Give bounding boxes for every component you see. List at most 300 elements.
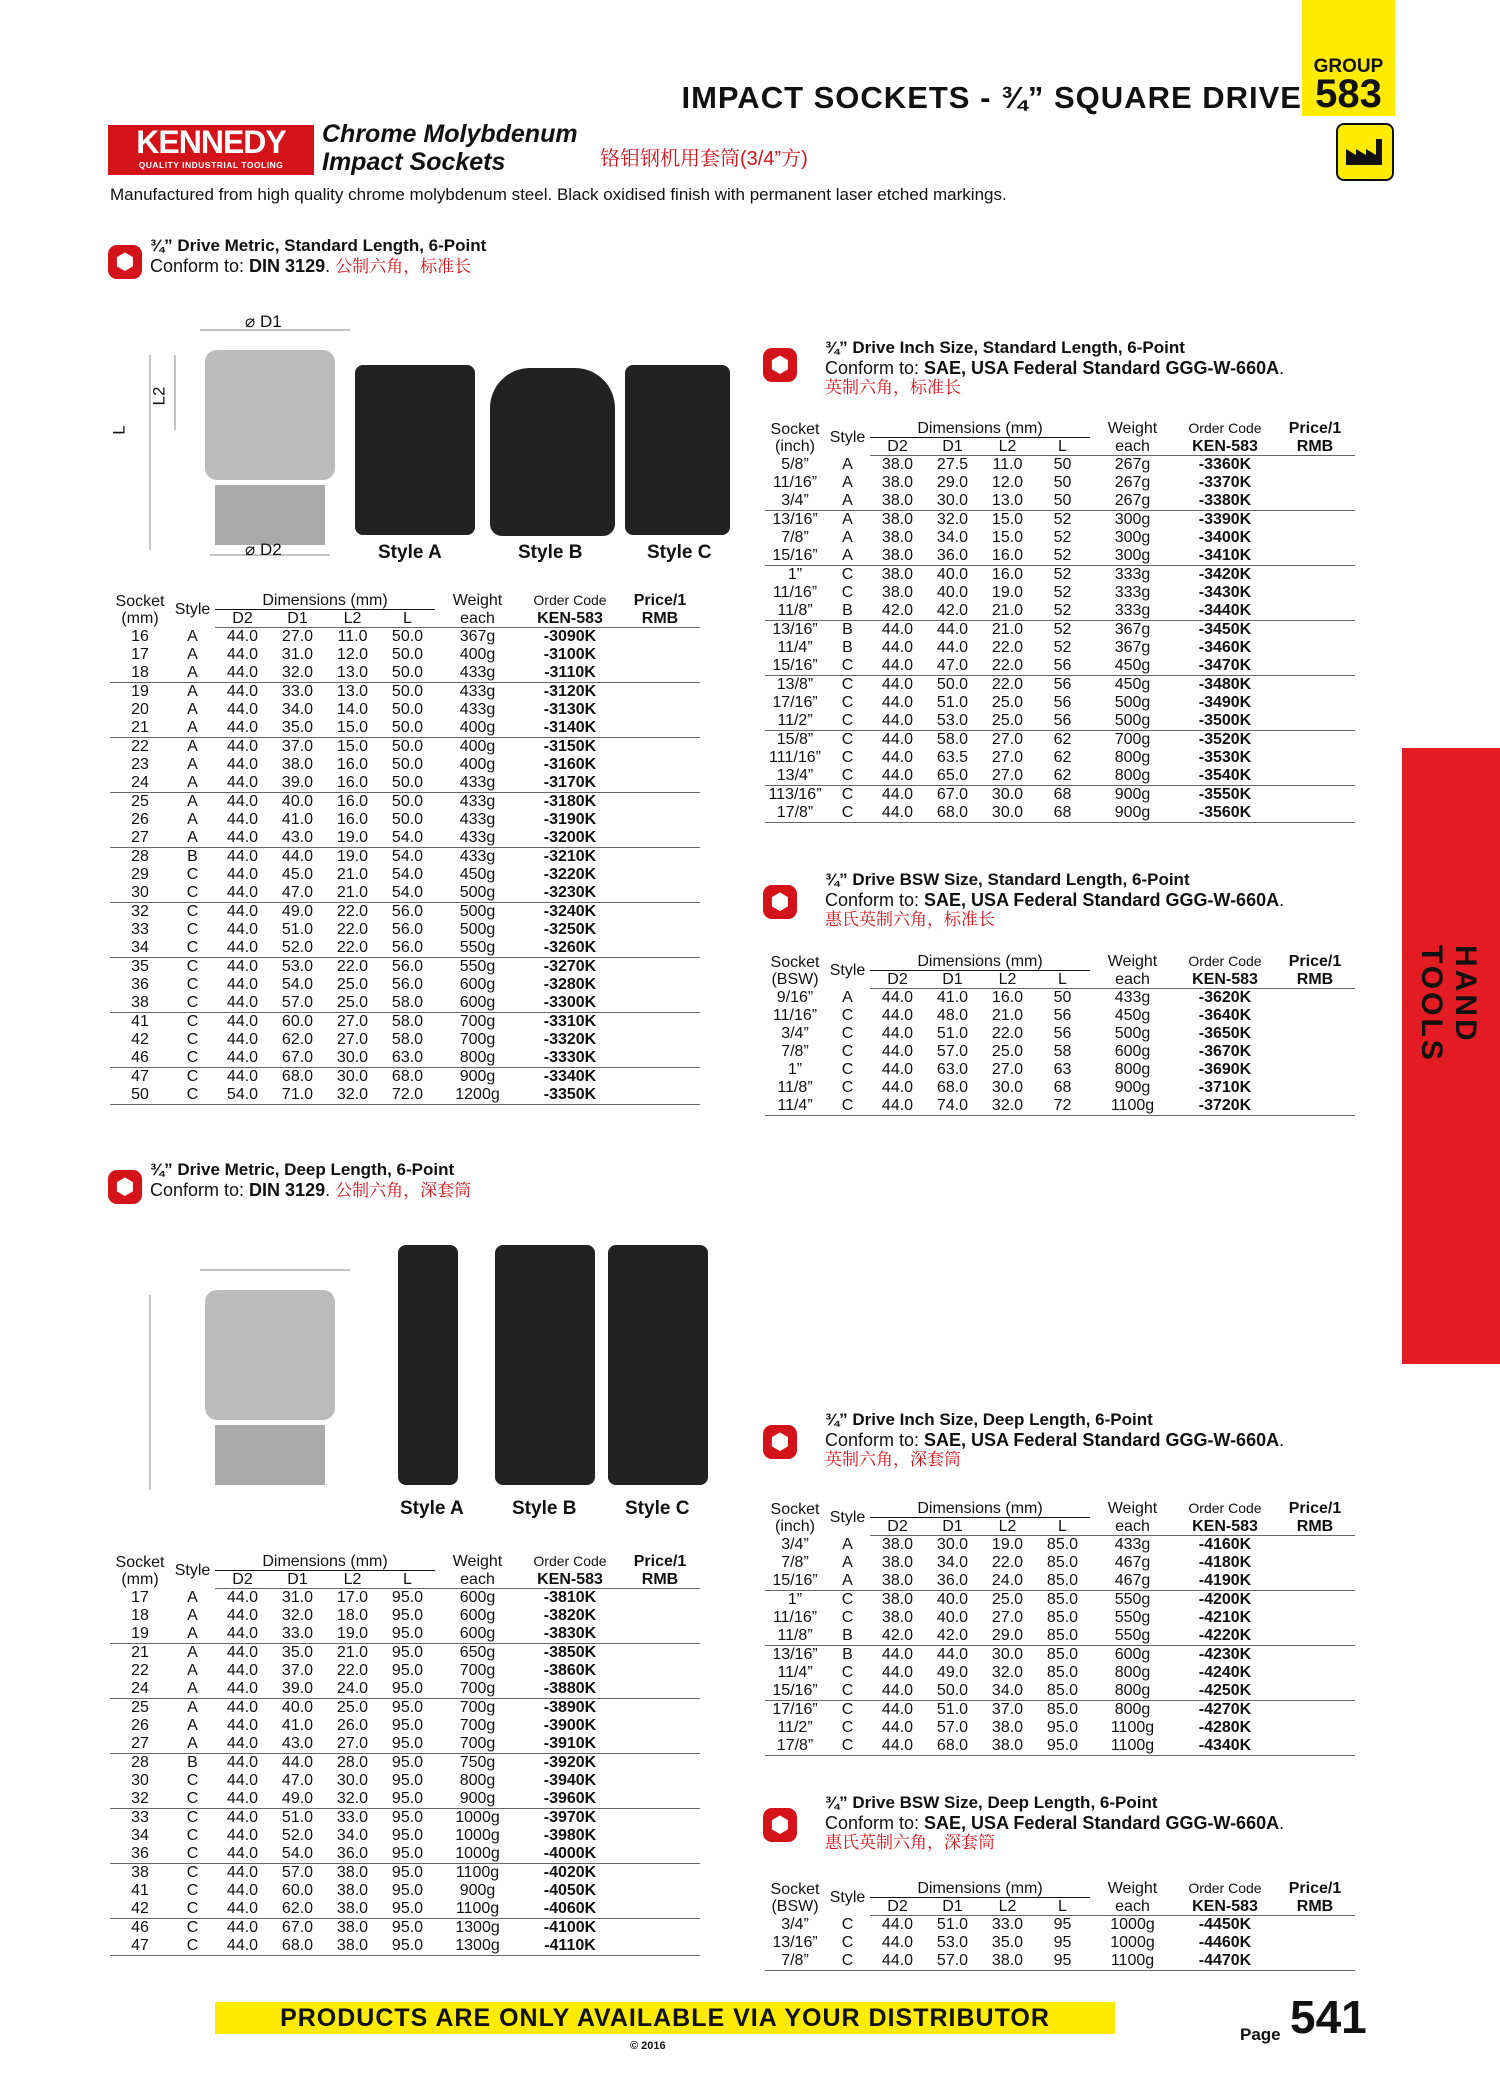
d1: 68.0 (936, 1079, 969, 1096)
weight: 1100g (1110, 1719, 1155, 1736)
l2: 19.0 (325, 829, 380, 848)
socket-size: 32 (131, 903, 149, 920)
d2: 44.0 (226, 1644, 259, 1661)
hex-icon: ⬢ (770, 1812, 790, 1837)
weight: 500g (435, 884, 520, 903)
socket-size: 28 (131, 848, 149, 865)
table-row (110, 1754, 700, 1773)
d1: 44.0 (281, 1754, 314, 1771)
style: C (186, 866, 199, 883)
d2: 44.0 (881, 1664, 914, 1681)
d1: 71.0 (270, 1086, 325, 1105)
l2: 21.0 (336, 1644, 369, 1661)
l: 52 (1053, 621, 1072, 638)
d2: 44.0 (881, 1007, 914, 1024)
socket-photo-style-c (625, 365, 730, 535)
socket-size: 32 (110, 1790, 170, 1809)
price (1275, 1079, 1355, 1097)
socket-size: 9/16” (776, 988, 814, 1006)
socket-size: 13/16” (772, 1934, 818, 1951)
d2: 44.0 (226, 811, 259, 828)
style: C (186, 1882, 199, 1899)
order-code: -3340K (543, 1068, 597, 1085)
table-row (765, 1737, 1355, 1756)
style: A (187, 1588, 198, 1606)
page-title: IMPACT SOCKETS - ¾” SQUARE DRIVE (681, 80, 1302, 115)
l2: 27.0 (336, 1031, 369, 1048)
order-code: -4230K (1198, 1646, 1252, 1663)
table-row (765, 694, 1355, 712)
drive-badge-icon (108, 245, 142, 279)
d2: 44.0 (881, 1934, 914, 1951)
price (1275, 676, 1355, 695)
col-l: L (380, 1571, 435, 1589)
order-code: -3500K (1175, 712, 1275, 731)
l: 72 (1035, 1097, 1090, 1116)
table-row (765, 1572, 1355, 1591)
price (1275, 657, 1355, 676)
price (620, 683, 700, 702)
col-l: L (1035, 1518, 1090, 1536)
l2: 27.0 (325, 1735, 380, 1754)
l: 95.0 (380, 1625, 435, 1644)
table-row (110, 811, 700, 829)
l2: 15.0 (336, 738, 369, 755)
l2: 13.0 (336, 683, 369, 700)
price (620, 1717, 700, 1735)
l2: 27.0 (991, 1061, 1024, 1078)
weight: 700g (435, 1735, 520, 1754)
l: 58 (1053, 1043, 1072, 1060)
style: B (825, 602, 870, 621)
col-d2: D2 (870, 1898, 925, 1916)
style: A (187, 701, 198, 718)
d2: 44.0 (226, 756, 259, 773)
table-row (765, 639, 1355, 657)
l2: 27.0 (991, 749, 1024, 766)
style: C (825, 657, 870, 676)
table-row (765, 547, 1355, 566)
order-code: -4200K (1198, 1591, 1252, 1608)
d2: 44.0 (881, 1061, 914, 1078)
weight: 450g (459, 866, 496, 883)
d1: 68.0 (925, 1737, 980, 1756)
d1: 36.0 (925, 547, 980, 566)
style: C (841, 731, 854, 748)
weight: 800g (1114, 1664, 1151, 1681)
style: C (825, 1737, 870, 1756)
l: 95.0 (1046, 1719, 1079, 1736)
l2: 33.0 (991, 1916, 1024, 1933)
section-title: ¾” Drive Inch Size, Standard Length, 6-Point (825, 338, 1185, 357)
price (620, 994, 700, 1013)
table-row (110, 1809, 700, 1828)
price (1275, 749, 1355, 767)
order-code: -3690K (1198, 1061, 1252, 1078)
price (620, 1699, 700, 1718)
side-tab-label: HAND TOOLS (1415, 945, 1482, 1063)
order-code: -3550K (1198, 786, 1252, 803)
order-code: -3090K (543, 628, 597, 645)
hex-icon: ⬢ (770, 889, 790, 914)
d2: 44.0 (226, 976, 259, 993)
d1: 36.0 (925, 1572, 980, 1591)
socket-diagram-standard (120, 310, 350, 575)
order-code: -3380K (1175, 492, 1275, 511)
d2: 44.0 (226, 793, 259, 810)
col-l2: L2 (980, 971, 1035, 989)
order-code: -3220K (543, 866, 597, 883)
table-row (765, 474, 1355, 492)
l2: 21.0 (991, 1007, 1024, 1024)
l: 85.0 (1046, 1591, 1079, 1608)
col-order-ken: KEN-583 (1175, 438, 1275, 456)
price (620, 1882, 700, 1900)
weight: 900g (1114, 1079, 1151, 1096)
col-price-rmb: RMB (620, 610, 700, 628)
style: C (186, 1013, 199, 1030)
price (1275, 492, 1355, 511)
l2: 30.0 (991, 786, 1024, 803)
weight: 333g (1114, 566, 1151, 583)
l: 95.0 (391, 1699, 424, 1716)
dim-d2-label: ⌀ D2 (245, 540, 282, 559)
weight: 267g (1114, 474, 1151, 491)
socket-size: 7/8” (781, 1043, 809, 1060)
socket-size: 18 (131, 1607, 149, 1624)
socket-size: 15/16” (765, 547, 825, 566)
socket-size: 21 (131, 1644, 149, 1661)
weight: 1200g (435, 1086, 520, 1105)
d1: 41.0 (281, 1717, 314, 1734)
order-code: -3650K (1198, 1025, 1252, 1042)
order-code: -3910K (520, 1735, 620, 1754)
d2: 44.0 (870, 767, 925, 786)
style: C (841, 676, 854, 693)
table-row (765, 1025, 1355, 1043)
socket-size: 15/8” (776, 731, 814, 748)
l: 63.0 (380, 1049, 435, 1068)
d1: 43.0 (270, 829, 325, 848)
col-l2: L2 (325, 610, 380, 628)
table-row (110, 1680, 700, 1699)
d1: 60.0 (281, 1882, 314, 1899)
hex-icon: ⬢ (115, 1174, 135, 1199)
style: C (841, 1609, 854, 1626)
style: A (170, 774, 215, 793)
section-cn: 英制六角，深套筒 (825, 1450, 961, 1469)
l: 56.0 (391, 976, 424, 993)
l2: 30.0 (991, 1646, 1024, 1663)
socket-size: 15/16” (765, 657, 825, 676)
d2: 44.0 (226, 1772, 259, 1789)
order-code: -3890K (543, 1699, 597, 1716)
d2: 44.0 (215, 1680, 270, 1699)
socket-size: 17/8” (765, 804, 825, 823)
l2: 14.0 (336, 701, 369, 718)
d1: 49.0 (281, 903, 314, 920)
d2: 44.0 (881, 639, 914, 656)
style: C (841, 566, 854, 583)
d2: 38.0 (881, 529, 914, 546)
socket-size: 11/8” (777, 1079, 813, 1096)
order-code: -3420K (1198, 566, 1252, 583)
order-code: -3560K (1175, 804, 1275, 823)
l: 50.0 (380, 719, 435, 738)
weight: 1000g (455, 1827, 500, 1844)
d2: 44.0 (215, 664, 270, 683)
l: 58.0 (391, 1013, 424, 1030)
d2: 44.0 (226, 1031, 259, 1048)
col-socket: Socket (mm) (115, 592, 165, 627)
style-c-label: Style C (647, 542, 712, 563)
socket-size: 46 (110, 1049, 170, 1068)
l: 50.0 (391, 811, 424, 828)
drive-badge-icon (763, 885, 797, 919)
l2: 34.0 (336, 1827, 369, 1844)
socket-size: 16 (131, 627, 149, 645)
header-row (765, 1500, 1355, 1518)
table-row (765, 492, 1355, 511)
weight: 900g (459, 1068, 496, 1085)
order-code: -4460K (1198, 1934, 1252, 1951)
order-code: -3520K (1198, 731, 1252, 748)
d2: 44.0 (215, 1049, 270, 1068)
d1: 57.0 (925, 1952, 980, 1971)
l2: 15.0 (991, 529, 1024, 546)
style: C (825, 767, 870, 786)
weight: 433g (459, 811, 496, 828)
l: 95.0 (391, 1607, 424, 1624)
socket-size: 5/8” (781, 455, 809, 473)
style-c-label: Style C (625, 1498, 690, 1519)
section-conform: Conform to: SAE, USA Federal Standard GGG-W-660A. (825, 1813, 1285, 1833)
socket-size: 38 (131, 1864, 149, 1881)
d2: 44.0 (870, 1097, 925, 1116)
d2: 44.0 (226, 1827, 259, 1844)
section-title: ¾” Drive BSW Size, Standard Length, 6-Point (825, 870, 1190, 889)
spec-table (110, 592, 700, 1105)
order-code: -4000K (520, 1845, 620, 1864)
dim-l-label: L (109, 425, 129, 435)
style: A (842, 1554, 853, 1571)
d1: 43.0 (270, 1735, 325, 1754)
d1: 47.0 (270, 884, 325, 903)
col-socket: Socket (mm) (115, 1553, 165, 1588)
l: 95 (1053, 1916, 1072, 1933)
price (1275, 511, 1355, 530)
col-socket: Socket (BSW) (770, 953, 820, 988)
weight: 367g (1114, 639, 1151, 656)
table-row (110, 664, 700, 683)
l2: 15.0 (991, 511, 1024, 528)
price (1275, 1664, 1355, 1682)
l2: 38.0 (336, 1919, 369, 1936)
l2: 16.0 (980, 547, 1035, 566)
d2: 44.0 (870, 1737, 925, 1756)
d1: 65.0 (925, 767, 980, 786)
style: C (170, 1086, 215, 1105)
l: 50 (1053, 474, 1072, 491)
l2: 30.0 (336, 1068, 369, 1085)
d1: 47.0 (281, 1772, 314, 1789)
d2: 42.0 (870, 1627, 925, 1646)
col-l2: L2 (980, 438, 1035, 456)
l2: 32.0 (325, 1790, 380, 1809)
l2: 25.0 (991, 1591, 1024, 1608)
d1: 38.0 (281, 756, 314, 773)
l2: 22.0 (336, 921, 369, 938)
order-code: -3850K (543, 1644, 597, 1661)
style: A (170, 1735, 215, 1754)
style: C (186, 1827, 199, 1844)
socket-size: 50 (110, 1086, 170, 1105)
price (620, 628, 700, 647)
d1: 42.0 (925, 1627, 980, 1646)
d2: 38.0 (870, 1572, 925, 1591)
d1: 52.0 (270, 939, 325, 958)
col-price-rmb: RMB (1275, 971, 1355, 989)
price (620, 1086, 700, 1105)
d2: 44.0 (215, 994, 270, 1013)
l2: 21.0 (991, 621, 1024, 638)
l: 56 (1035, 712, 1090, 731)
d2: 44.0 (226, 1607, 259, 1624)
section-inch-deep-header (825, 1410, 1365, 1470)
l2: 38.0 (336, 1864, 369, 1881)
table-row (110, 903, 700, 922)
section-metric-std-header (150, 236, 650, 277)
weight: 550g (459, 958, 496, 975)
l2: 25.0 (325, 994, 380, 1013)
l: 68.0 (391, 1068, 424, 1085)
d1: 47.0 (925, 657, 980, 676)
price (1275, 474, 1355, 492)
table-row (765, 786, 1355, 805)
price (1275, 1952, 1355, 1971)
socket-size: 47 (131, 1068, 149, 1085)
style: A (842, 474, 853, 491)
socket-size: 17 (131, 1588, 149, 1606)
d1: 68.0 (925, 804, 980, 823)
l: 85.0 (1046, 1646, 1079, 1663)
weight: 300g (1090, 547, 1175, 566)
socket-size: 42 (131, 1031, 149, 1048)
price (620, 1013, 700, 1032)
style: C (825, 1097, 870, 1116)
price (620, 811, 700, 829)
d2: 44.0 (226, 1882, 259, 1899)
style: A (187, 738, 198, 755)
l2: 19.0 (336, 848, 369, 865)
col-l2: L2 (980, 1518, 1035, 1536)
d1: 54.0 (270, 1845, 325, 1864)
socket-size: 11/2” (777, 1719, 813, 1736)
style: B (842, 639, 853, 656)
socket-size: 11/4” (777, 1664, 813, 1681)
style: C (841, 584, 854, 601)
order-code: -3130K (543, 701, 597, 718)
table-row (765, 1664, 1355, 1682)
d1: 45.0 (281, 866, 314, 883)
price (1275, 1627, 1355, 1646)
weight: 400g (459, 738, 496, 755)
table-row (110, 1049, 700, 1068)
l2: 22.0 (336, 958, 369, 975)
weight: 700g (1114, 731, 1151, 748)
socket-size: 23 (131, 756, 149, 773)
d2: 44.0 (215, 1937, 270, 1956)
style: C (841, 1061, 854, 1078)
col-d1: D1 (925, 971, 980, 989)
weight: 433g (435, 664, 520, 683)
d2: 44.0 (226, 921, 259, 938)
price (1275, 1007, 1355, 1025)
style: A (825, 547, 870, 566)
d1: 34.0 (281, 701, 314, 718)
l: 95.0 (391, 1809, 424, 1826)
style: C (841, 1701, 854, 1718)
order-code: -3120K (543, 683, 597, 700)
socket-size: 3/4” (781, 1535, 809, 1553)
l: 54.0 (380, 829, 435, 848)
col-d2: D2 (870, 1518, 925, 1536)
weight: 433g (459, 848, 496, 865)
l: 56 (1053, 1007, 1072, 1024)
style: A (842, 511, 853, 528)
col-d2: D2 (215, 1571, 270, 1589)
weight: 600g (435, 1625, 520, 1644)
table-row (110, 1845, 700, 1864)
table-row (765, 1719, 1355, 1737)
price (620, 1735, 700, 1754)
d2: 54.0 (215, 1086, 270, 1105)
style: A (187, 756, 198, 773)
socket-photo-style-a (355, 365, 475, 535)
d2: 44.0 (881, 1701, 914, 1718)
l2: 13.0 (325, 664, 380, 683)
l2: 22.0 (336, 1662, 369, 1679)
d2: 38.0 (881, 1609, 914, 1626)
drive-badge-icon (108, 1170, 142, 1204)
order-code: -3200K (520, 829, 620, 848)
d1: 40.0 (936, 1591, 969, 1608)
table-row (110, 1625, 700, 1644)
d2: 44.0 (881, 749, 914, 766)
socket-size: 29 (131, 866, 149, 883)
d2: 44.0 (881, 1646, 914, 1663)
weight: 600g (1114, 1043, 1151, 1060)
drive-badge-icon (763, 348, 797, 382)
order-code: -3320K (543, 1031, 597, 1048)
d1: 40.0 (936, 1609, 969, 1626)
price (620, 774, 700, 793)
col-dimensions: Dimensions (mm) (870, 1500, 1090, 1518)
section-conform: Conform to: DIN 3129. 公制六角，标准长 (150, 256, 472, 276)
table-row (110, 719, 700, 738)
l: 62 (1035, 767, 1090, 786)
table-row (110, 1735, 700, 1754)
section-title: ¾” Drive BSW Size, Deep Length, 6-Point (825, 1793, 1158, 1812)
socket-size: 113/16” (768, 786, 822, 803)
weight: 467g (1114, 1554, 1151, 1571)
socket-size: 22 (131, 738, 149, 755)
order-code: -3810K (543, 1589, 597, 1606)
l2: 19.0 (325, 1625, 380, 1644)
table-inch-std (765, 420, 1355, 823)
price (620, 958, 700, 977)
price (1275, 584, 1355, 602)
